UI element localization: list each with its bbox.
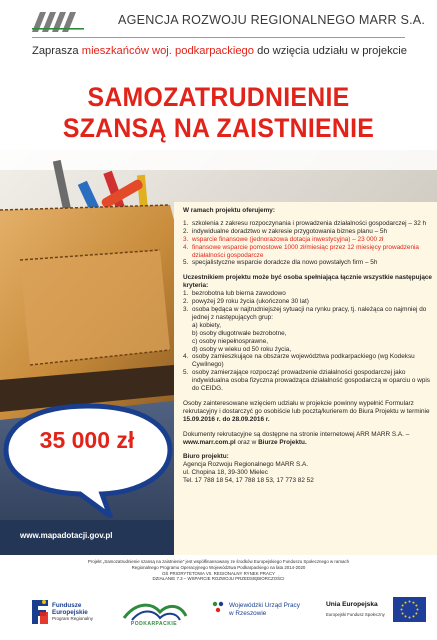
criteria-heading: Uczestnikiem projektu może być osoba spełniająca łącznie wszystkie następujące kryteria: bbox=[183, 274, 432, 290]
wup-logo bbox=[211, 600, 225, 614]
marr-logo bbox=[32, 10, 84, 34]
list-item: 3. wsparcie finansowe (jednorazowa dotacja inwestycyjna) – 23 000 zł bbox=[183, 235, 384, 243]
application-text: Osoby zainteresowane wzięciem udziału w projekcie powinny wypełnić Formularz rekrutacyjny i dostarczyć go osobiście lub pocztą/kurierem do Biura Projektu w terminie 15.09.2016 r. do 28.09.2016 r. bbox=[183, 399, 430, 423]
invite-part1: Zaprasza bbox=[32, 45, 82, 57]
speech-bubble bbox=[2, 398, 174, 518]
headline-line1: SAMOZATRUDNIENIE bbox=[87, 82, 350, 112]
list-item: 2. powyżej 29 roku życia (ukończone 30 lat) bbox=[183, 298, 309, 306]
criteria-list-cont bbox=[183, 353, 433, 393]
invitation-text bbox=[32, 45, 412, 58]
invite-accent: mieszkańców woj. podkarpackiego bbox=[81, 45, 254, 57]
wup-label: Wojewódzki Urząd Pracy w Rzeszowie bbox=[229, 602, 300, 617]
list-item: 4. finansowe wsparcie pomostowe 1000 zł/miesiąc przez 12 miesięcy prowadzenia działalności gospodarcze bbox=[183, 243, 419, 259]
office-name: Agencja Rozwoju Regionalnego MARR S.A. bbox=[183, 461, 309, 469]
list-item: 3. osoba będąca w najtrudniejszej sytuacji na rynku pracy, tj. należąca co najmniej do jednej z następujących grup: bbox=[183, 305, 427, 321]
list-item: 5. osoby zamierzające rozpocząć prowadzenie działalności gospodarczej jako indywidualna osoba fizyczna prowadząca działalność gospodarczą w oparciu o wpis do CEIDG. bbox=[183, 369, 431, 393]
marr-website-link[interactable]: www.marr.com.pl bbox=[183, 438, 236, 446]
eu-flag-icon bbox=[393, 597, 426, 622]
eu-funds-subtitle: Program Regionalny bbox=[52, 616, 94, 621]
ue-subtitle: Europejski Fundusz Społeczny bbox=[326, 612, 385, 617]
eu-funds-title: Fundusze Europejskie bbox=[52, 602, 88, 616]
subgroup-item: a) kobiety, bbox=[192, 321, 222, 329]
list-item: 1. szkolenia z zakresu rozpoczynania i prowadzenia działalności gospodarczej – 32 h bbox=[183, 219, 427, 227]
list-item: 2. indywidualne doradztwo w zakresie przygotowania biznes planu – 5h bbox=[183, 227, 388, 235]
header-divider bbox=[32, 37, 405, 38]
list-item: 5. specjalistyczne wsparcie doradcze dla nowo powstałych firm – 5h bbox=[183, 259, 378, 267]
office-address: ul. Chopina 18, 39-300 Mielec bbox=[183, 469, 268, 477]
office-heading: Biuro projektu: bbox=[183, 453, 229, 461]
agency-name: AGENCJA ROZWOJU REGIONALNEGO MARR S.A. bbox=[118, 13, 426, 27]
offer-list bbox=[183, 220, 433, 267]
grant-amount: 35 000 zł bbox=[39, 427, 135, 453]
info-panel-content bbox=[183, 207, 433, 485]
criteria-subgroups bbox=[183, 322, 433, 354]
subgroup-item: d) osoby w wieku od 50 roku życia, bbox=[192, 345, 292, 353]
list-item: 4. osoby zamieszkujące na obszarze województwa podkarpackiego (wg Kodeksu Cywilnego) bbox=[183, 353, 415, 369]
subgroup-item: b) osoby długotrwale bezrobotne, bbox=[192, 329, 287, 337]
invite-part2: do wzięcia udziału w projekcie bbox=[254, 45, 407, 57]
website-link[interactable]: www.mapadotacji.gov.pl bbox=[20, 531, 113, 540]
podkarpackie-label: PODKARPACKIE bbox=[130, 621, 178, 627]
criteria-list bbox=[183, 290, 433, 322]
subgroup-item: c) osoby niepełnosprawne, bbox=[192, 337, 269, 345]
headline-line2: SZANSĄ NA ZAISTNIENIE bbox=[62, 113, 375, 143]
documents-text: Dokumenty rekrutacyjne są dostępne na stronie internetowej ARR MARR S.A. – www.marr.com.pl oraz w Biurze Projektu. bbox=[183, 430, 410, 446]
ue-title: Unia Europejska bbox=[326, 601, 378, 608]
list-item: 1. bezrobotna lub bierna zawodowo bbox=[183, 290, 286, 298]
offer-heading: W ramach projektu oferujemy: bbox=[183, 207, 275, 214]
footer-note: Projekt „Samozatrudnienie szansą na zaistnienie” jest współfinansowany ze środków Europejskiego Funduszu Społecznego w ramach Regionalnego Programu Operacyjnego Województwa Podkarpackiego na lata 2014-2020 OŚ PRIORYTETOWA VII. REGIONALNY RYNEK PRACY DZIAŁANIE 7.3 – WSPARCIE ROZWOJU PRZEDSIĘBIORCZOŚCI bbox=[87, 559, 350, 582]
header bbox=[0, 0, 437, 48]
office-phone: Tel. 17 788 18 54, 17 788 18 53, 17 773 82 52 bbox=[183, 477, 314, 485]
